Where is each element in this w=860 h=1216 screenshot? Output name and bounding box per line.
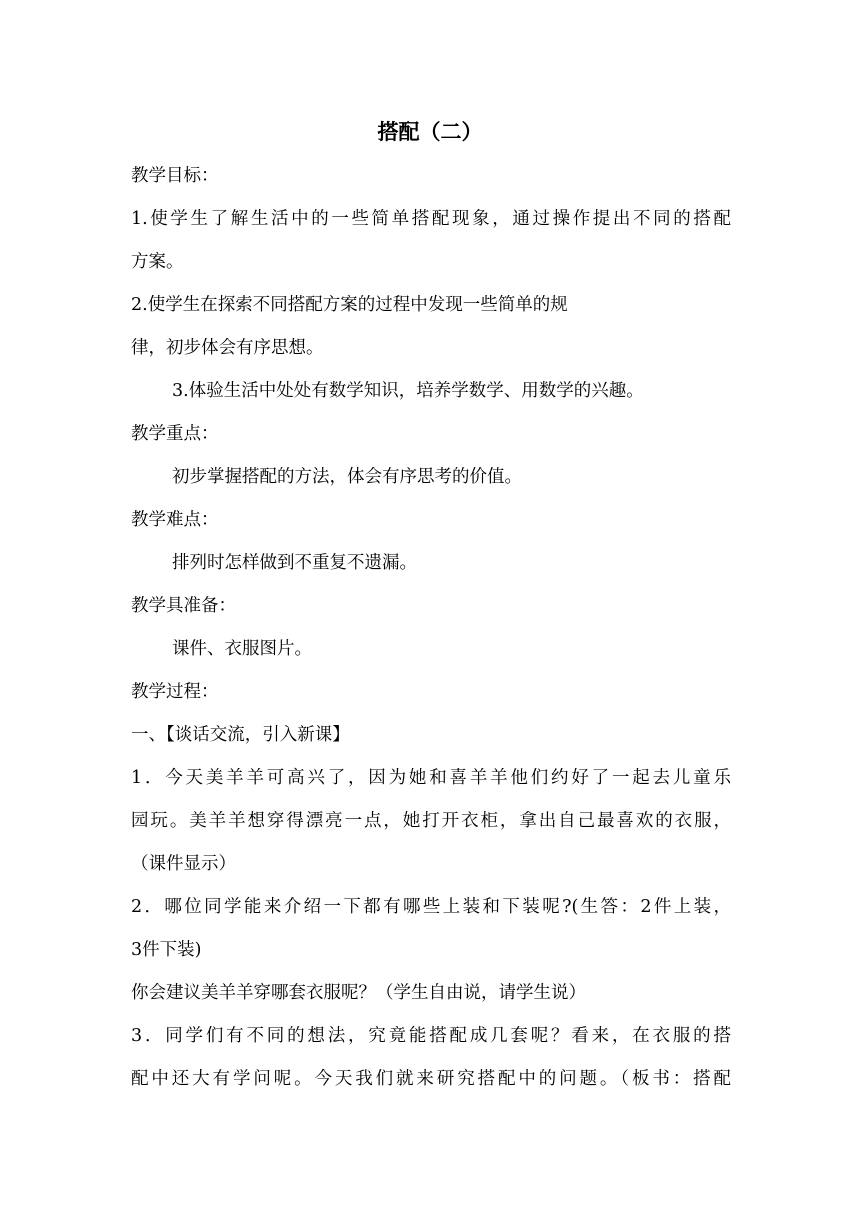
paragraph-line: 律，初步体会有序思想。 <box>131 338 324 358</box>
paragraph-line: 3.体验生活中处处有数学知识，培养学数学、用数学的兴趣。 <box>172 381 644 401</box>
section-heading-objectives: 教学目标： <box>131 166 219 186</box>
paragraph-line: （课件显示） <box>131 854 236 874</box>
paragraph-line: 园玩。美羊羊想穿得漂亮一点，她打开衣柜，拿出自己最喜欢的衣服， <box>131 811 731 831</box>
paragraph-line: 方案。 <box>131 252 184 272</box>
document-title: 搭配（二） <box>377 119 483 144</box>
section-heading-key-points: 教学重点： <box>131 424 219 444</box>
paragraph-line: 3．同学们有不同的想法，究竟能搭配成几套呢？看来，在衣服的搭 <box>131 1026 731 1046</box>
paragraph-line: 排列时怎样做到不重复不遗漏。 <box>172 553 417 573</box>
paragraph-line: 1.使学生了解生活中的一些简单搭配现象，通过操作提出不同的搭配 <box>131 209 731 229</box>
paragraph-line: 课件、衣服图片。 <box>172 639 312 659</box>
paragraph-line: 1．今天美羊羊可高兴了，因为她和喜羊羊他们约好了一起去儿童乐 <box>131 768 731 788</box>
paragraph-line: 配中还大有学问呢。今天我们就来研究搭配中的问题。（板书：搭配 <box>131 1069 731 1089</box>
section-heading-materials: 教学具准备： <box>131 596 236 616</box>
paragraph-line: 3件下装) <box>131 940 202 960</box>
paragraph-line: 2．哪位同学能来介绍一下都有哪些上装和下装呢?(生答：2件上装， <box>131 897 731 917</box>
section-heading-process: 教学过程： <box>131 682 219 702</box>
subsection-heading: 一、【谈话交流，引入新课】 <box>131 725 350 745</box>
paragraph-line: 初步掌握搭配的方法，体会有序思考的价值。 <box>172 467 522 487</box>
section-heading-difficulties: 教学难点： <box>131 510 219 530</box>
paragraph-line: 你会建议美羊羊穿哪套衣服呢？（学生自由说，请学生说） <box>131 983 586 1003</box>
paragraph-line: 2.使学生在探索不同搭配方案的过程中发现一些简单的规 <box>131 295 568 315</box>
